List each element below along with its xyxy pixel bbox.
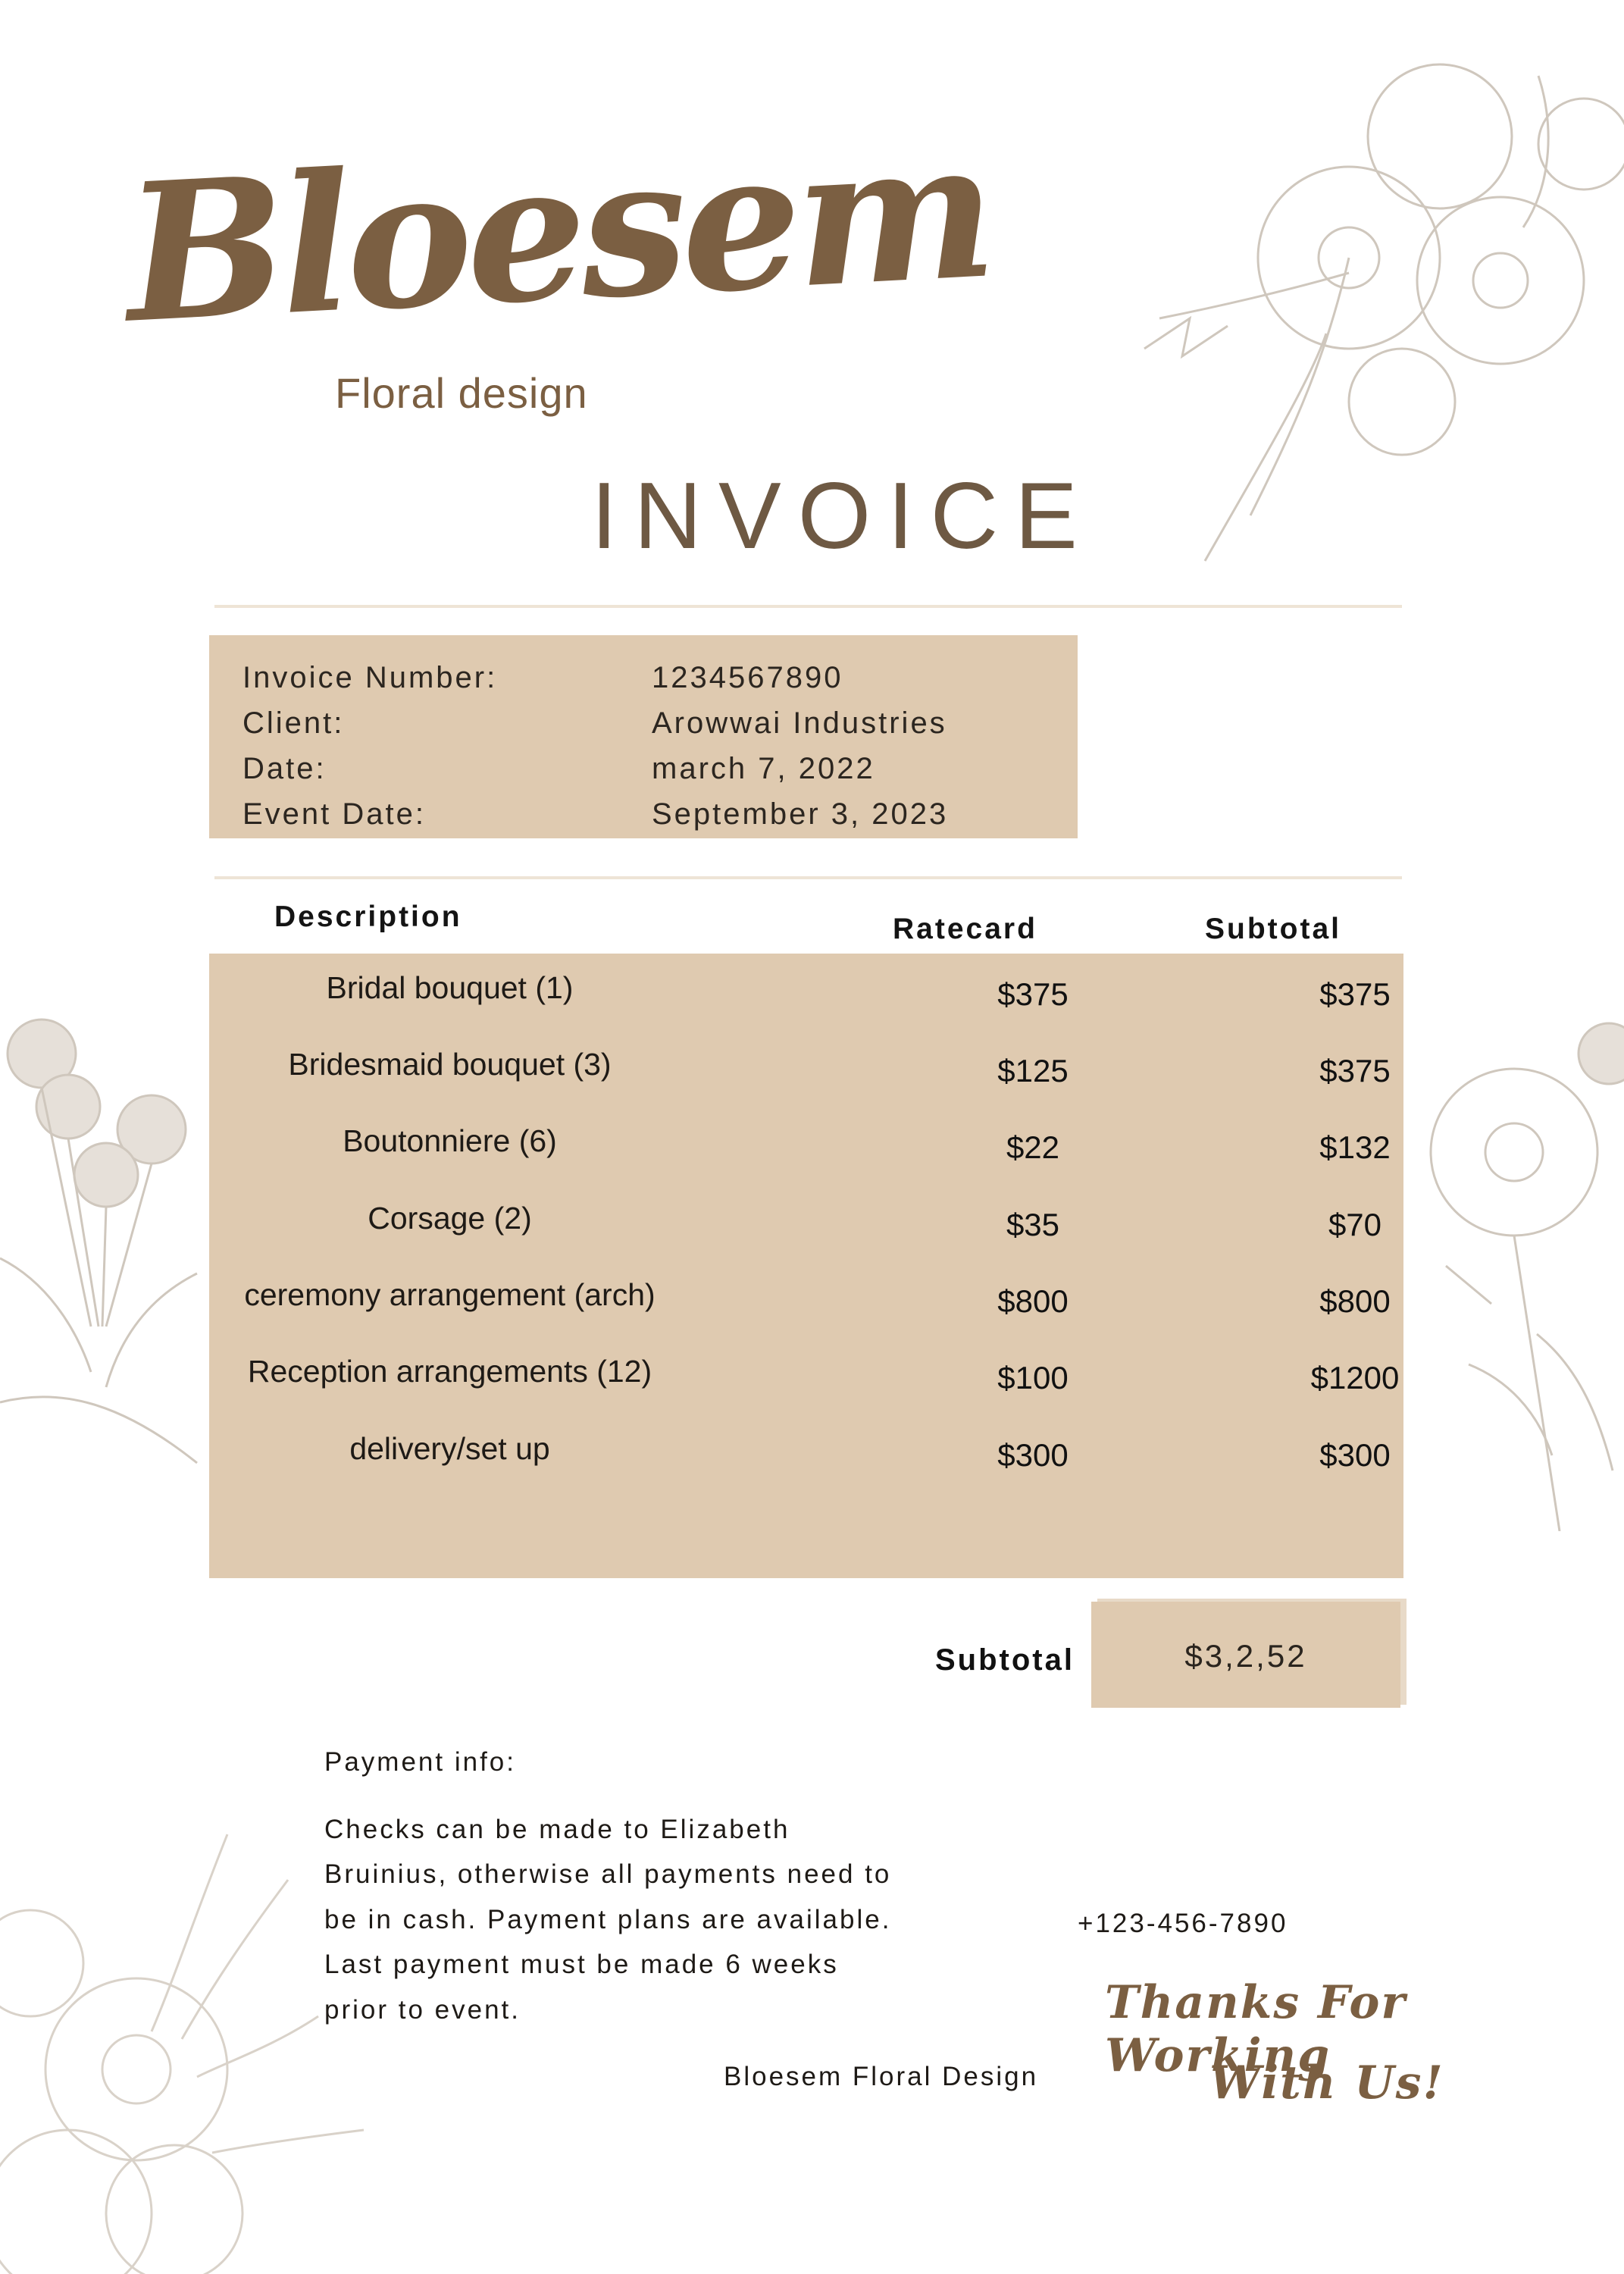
info-value: march 7, 2022 xyxy=(652,752,875,785)
info-value: 1234567890 xyxy=(652,661,843,694)
table-row xyxy=(209,1201,1403,1254)
info-value: Arowwai Industries xyxy=(652,706,947,740)
column-header-description: Description xyxy=(274,901,462,933)
table-row xyxy=(209,1123,1403,1176)
payment-heading: Payment info: xyxy=(324,1747,516,1777)
item-rate: $375 xyxy=(997,976,1069,1012)
item-description: ceremony arrangement (arch) xyxy=(244,1277,656,1312)
info-row-date xyxy=(243,752,1061,797)
divider-middle xyxy=(214,876,1402,879)
info-row-client xyxy=(243,706,1061,752)
brand-logo-name: Bloesem xyxy=(120,97,996,365)
phone-number: +123-456-7890 xyxy=(1078,1909,1288,1938)
table-row xyxy=(209,1354,1403,1407)
info-row-invoice-number xyxy=(243,661,1061,706)
item-description: Bridesmaid bouquet (3) xyxy=(288,1047,612,1082)
item-rate: $100 xyxy=(997,1360,1069,1395)
item-description: delivery/set up xyxy=(349,1431,550,1466)
item-subtotal: $132 xyxy=(1319,1129,1391,1165)
subtotal-box xyxy=(1091,1602,1400,1708)
floral-illustration-top-right-icon xyxy=(1099,30,1624,576)
subtotal-label: Subtotal xyxy=(935,1643,1075,1677)
subtotal-value: $3,2,52 xyxy=(1184,1638,1307,1674)
table-row xyxy=(209,1431,1403,1484)
info-label: Client: xyxy=(243,706,345,740)
item-subtotal: $375 xyxy=(1319,976,1391,1012)
payment-text-line: Bruinius, otherwise all payments need to xyxy=(324,1859,892,1889)
info-row-event-date xyxy=(243,797,1061,843)
table-row xyxy=(209,1277,1403,1330)
item-subtotal: $1200 xyxy=(1310,1360,1400,1395)
item-rate: $300 xyxy=(997,1437,1069,1473)
table-row xyxy=(209,1047,1403,1100)
info-label: Date: xyxy=(243,752,327,785)
thanks-message-line-2: With Us! xyxy=(1209,2056,1444,2110)
payment-text-line: prior to event. xyxy=(324,1995,521,2025)
item-rate: $125 xyxy=(997,1053,1069,1088)
floral-illustration-left-icon xyxy=(0,1008,220,1478)
company-signature: Bloesem Floral Design xyxy=(724,2062,1039,2091)
item-subtotal: $800 xyxy=(1319,1283,1391,1319)
item-rate: $800 xyxy=(997,1283,1069,1319)
items-table xyxy=(209,954,1403,1578)
payment-text-line: be in cash. Payment plans are available. xyxy=(324,1905,892,1934)
brand-tagline: Floral design xyxy=(335,369,588,417)
info-label: Invoice Number: xyxy=(243,661,498,694)
item-subtotal: $300 xyxy=(1319,1437,1391,1473)
item-rate: $22 xyxy=(1006,1129,1060,1165)
page-title: INVOICE xyxy=(591,464,1094,568)
item-rate: $35 xyxy=(1006,1207,1060,1242)
divider-top xyxy=(214,605,1402,608)
item-subtotal: $70 xyxy=(1328,1207,1382,1242)
item-description: Boutonniere (6) xyxy=(343,1123,557,1158)
invoice-info-box xyxy=(209,635,1078,838)
item-description: Bridal bouquet (1) xyxy=(326,970,574,1005)
floral-illustration-right-icon xyxy=(1400,1016,1624,1531)
info-value: September 3, 2023 xyxy=(652,797,949,831)
info-label: Event Date: xyxy=(243,797,427,831)
payment-text-line: Last payment must be made 6 weeks xyxy=(324,1950,839,1979)
thanks-message-line-1: Thanks For Working xyxy=(1105,1976,1407,2082)
column-header-subtotal: Subtotal xyxy=(1205,913,1341,945)
item-subtotal: $375 xyxy=(1319,1053,1391,1088)
payment-text-line: Checks can be made to Elizabeth xyxy=(324,1815,790,1844)
item-description: Reception arrangements (12) xyxy=(247,1354,652,1389)
item-description: Corsage (2) xyxy=(368,1201,532,1236)
table-row xyxy=(209,970,1403,1023)
column-header-ratecard: Ratecard xyxy=(893,913,1037,945)
